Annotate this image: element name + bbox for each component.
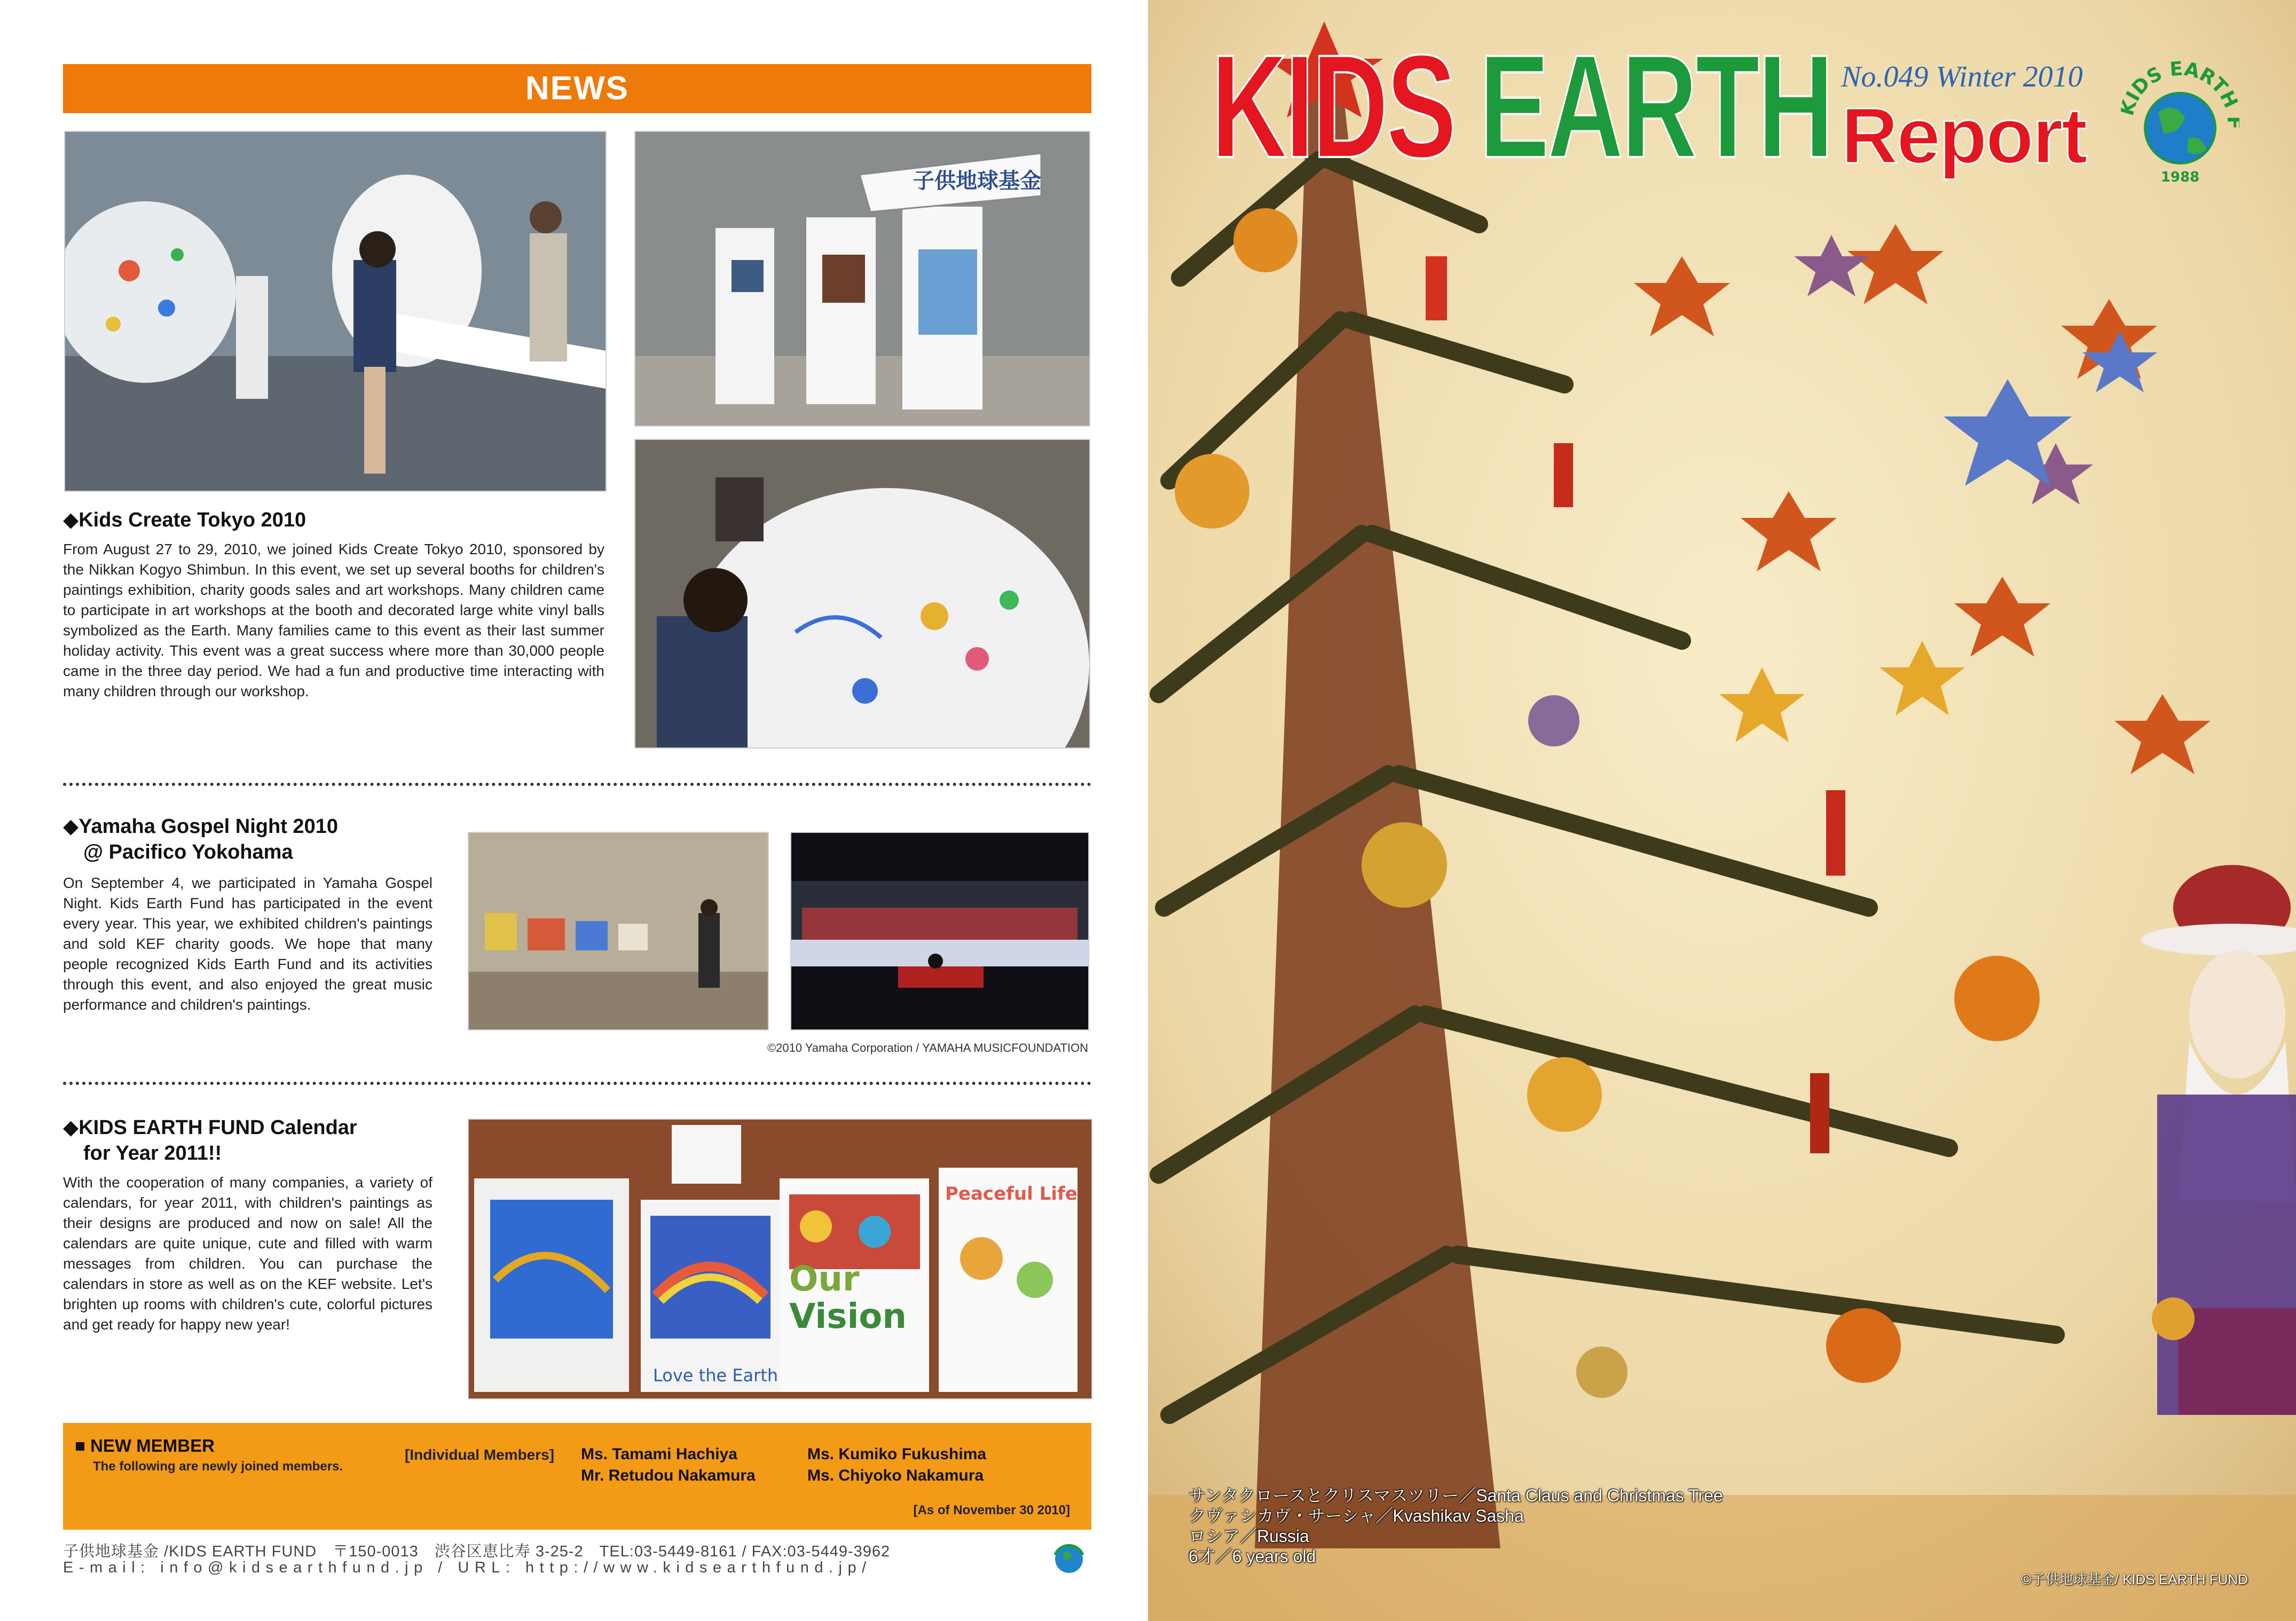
booth-sign: 子供地球基金	[913, 169, 1041, 193]
kids-create-photo-globe	[64, 131, 607, 492]
footer-contact: E-mail: info@kidsearthfund.jp / URL: http://www.kidsearthfund.jp/	[63, 1559, 872, 1576]
cover-painting	[1148, 0, 2296, 1621]
cover-caption	[1189, 1485, 1883, 1567]
kids-create-title: ◆Kids Create Tokyo 2010	[63, 509, 306, 531]
gospel-title-line2: @ Pacifico Yokohama	[83, 841, 293, 863]
calendar-title	[63, 1115, 469, 1166]
new-member-title: ■ NEW MEMBER	[75, 1436, 215, 1455]
member-name: Ms. Chiyoko Nakamura	[807, 1467, 984, 1484]
caption-line: ロシア／Russia	[1189, 1526, 1309, 1546]
kids-create-photo-drawing	[634, 439, 1090, 749]
footer-address: 子供地球基金 /KIDS EARTH FUND 〒150-0013 渋谷区恵比寿 3-25-2 TEL:03-5449-8161 / FAX:03-5449-3962	[63, 1543, 891, 1560]
calendar-label-love-earth: Love the Earth	[653, 1365, 779, 1386]
calendar-photo	[468, 1119, 1092, 1399]
caption-line: サンタクロースとクリスマスツリー／Santa Claus and Christmas Tree	[1189, 1486, 1723, 1505]
calendar-title-line1: ◆KIDS EARTH FUND Calendar	[63, 1116, 357, 1139]
calendar-label-vision: Vision	[789, 1297, 907, 1336]
new-member-box	[63, 1423, 1091, 1530]
cover-title-report: Report	[1841, 92, 2086, 180]
new-member-subtitle: The following are newly joined members.	[93, 1459, 343, 1474]
divider	[63, 783, 1091, 786]
kids-earth-fund-logo	[2121, 53, 2239, 187]
kids-create-body: From August 27 to 29, 2010, we joined Kids Create Tokyo 2010, sponsored by the Nikkan Kogyo Shimbun. In this event, we set up several booths for children's paintings exhibition, charity goods sales and art workshops. Many children came to participate in art workshops at the booth and decorated large white vinyl balls symbolized as the Earth. Many families came to this event as their last summer holiday activity. This event was a great success where more than 30,000 people came in the three day period. We had a fun and productive time interacting with many children through our workshop.	[63, 541, 604, 699]
cover-page	[1148, 0, 2296, 1621]
calendar-label-our: Our	[789, 1260, 860, 1299]
news-header: NEWS	[63, 64, 1091, 113]
cover-title-kids: KIDS	[1211, 25, 1454, 188]
divider	[63, 1082, 1091, 1085]
cover-issue-number: No.049 Winter 2010	[1841, 60, 2083, 93]
caption-line: 6才／6 years old	[1189, 1547, 1316, 1566]
gospel-photo-credit: ©2010 Yamaha Corporation / YAMAHA MUSICFOUNDATION	[767, 1041, 1088, 1055]
gospel-photo-exhibit	[468, 832, 769, 1030]
footer-globe-logo-icon	[1048, 1538, 1090, 1580]
member-name: Mr. Retudou Nakamura	[581, 1467, 756, 1484]
member-name: Ms. Kumiko Fukushima	[807, 1445, 987, 1463]
gospel-photo-stage	[790, 832, 1089, 1030]
kids-create-photo-booth	[634, 131, 1090, 427]
caption-line: クヴァシカヴ・サーシャ／Kvashikav Sasha	[1189, 1506, 1524, 1525]
member-name: Ms. Tamami Hachiya	[581, 1445, 737, 1463]
logo-text: IDS EARTH	[2122, 58, 2239, 112]
gospel-body: On September 4, we participated in Yamaha Gospel Night. Kids Earth Fund has participated in the event every year. This year, we exhibited children's paintings and sold KEF charity goods. We hope that many people recognized Kids Earth Fund and its activities through this event, and also enjoyed the great music performance and children's paintings.	[63, 875, 433, 1013]
calendar-label-peaceful-life: Peaceful Life	[945, 1183, 1078, 1205]
gospel-title	[63, 814, 469, 865]
cover-title-earth: EARTH	[1479, 25, 1832, 188]
member-as-of: [As of November 30 2010]	[913, 1503, 1070, 1517]
calendar-title-line2: for Year 2011!!	[83, 1142, 222, 1164]
gospel-title-line1: ◆Yamaha Gospel Night 2010	[63, 815, 338, 838]
logo-year: 1988	[2160, 169, 2200, 185]
member-category: [Individual Members]	[405, 1446, 555, 1463]
calendar-body: With the cooperation of many companies, a variety of calendars, for year 2011, with children's paintings as their designs are produced and now on sale! All the calendars are quite unique, cute and filled with warm messages from children. You can purchase the calendars in store as well as on the KEF website. Let's brighten up rooms with children's cute, colorful pictures and get ready for happy new year!	[63, 1174, 433, 1333]
cover-copyright: ©子供地球基金/ KIDS EARTH FUND	[2021, 1571, 2248, 1587]
